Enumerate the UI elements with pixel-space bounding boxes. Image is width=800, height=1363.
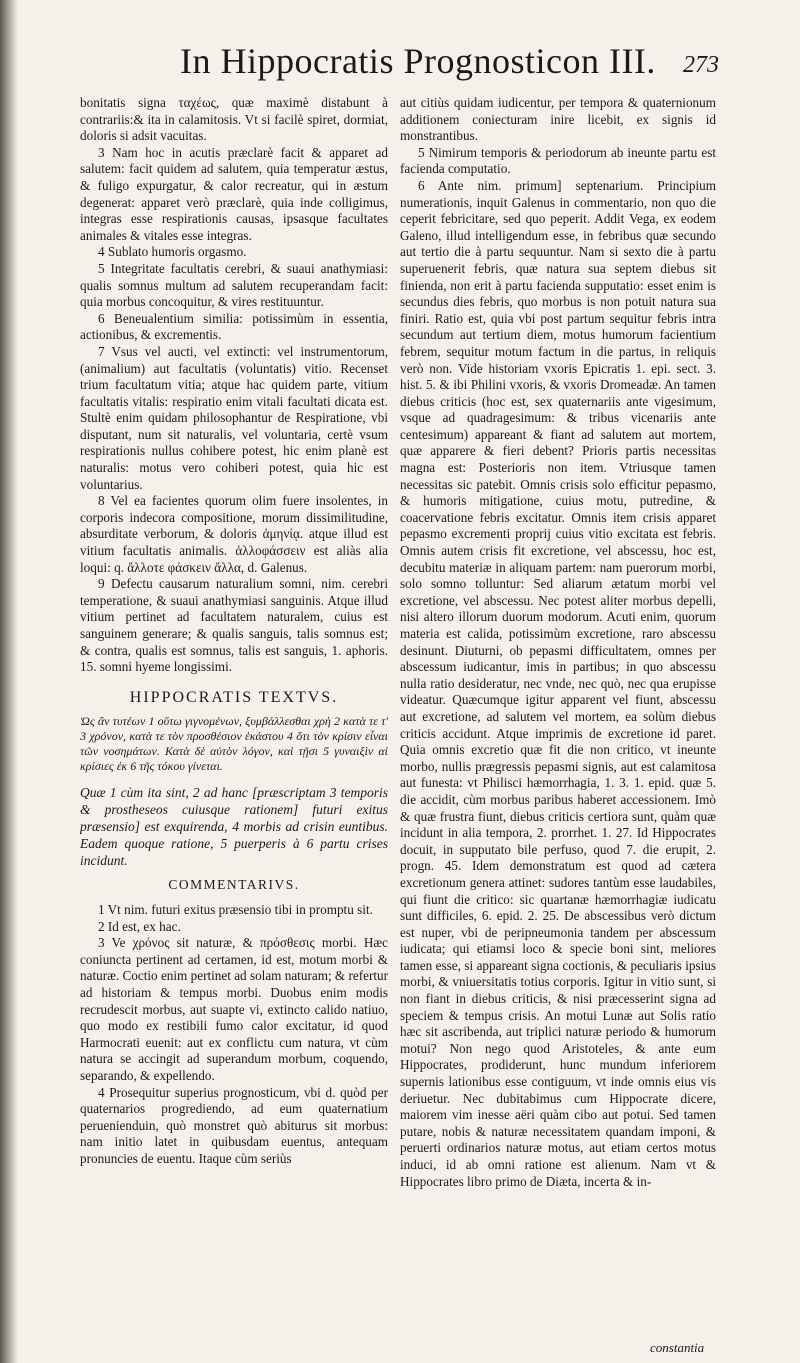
paragraph: 5 Nimirum temporis & periodorum ab ineunte partu est facienda computatio. [400,144,716,177]
latin-translation: Quæ 1 cùm ita sint, 2 ad hanc [præscriptam 3 temporis & prostheseos cuiusque rationem] futuri exitus præsensio] est exquirenda, 4 morbis ad crisin euntibus. Eadem quoque ratione, 5 puerperis à 6 partu crises incidunt. [80,785,388,869]
paragraph: 3 Ve χρόνος sit naturæ, & πρόσθεσις morbi. Hæc coniuncta pertinent ad certamen, id est, motum morbi & naturæ. Coctio enim pertinet ad solam naturam; & refertur ad historiam & tempus morbi. Duobus enim modis recrudescit morbus, aut suapte vi, extincto calido natiuo, quo modo ex restibili fumo calor excitatur, id quod Harmocrati euenit: aut ex conflictu cum natura, vt cùm natura se accingit ad superandum morbum, coquendo, separando, & expellendo. [80,935,388,1083]
binding-gutter [0,0,18,1363]
page-title: In Hippocratis Prognosticon III. [180,41,656,81]
paragraph: 4 Prosequitur superius prognosticum, vbi d. quòd per quaternarios progrediendo, ad eum quaternatium peruenienduin, quò monstret quò abiturus sit morbus: nam initio latet in quibusdam euentus, antequam pronuncies de euentu. Itaque cùm seriùs [80,1084,388,1166]
left-paragraphs-after [80,902,388,1168]
commentary-heading: COMMENTARIVS. [168,877,300,893]
paragraph: 3 Nam hoc in acutis præclarè facit & apparet ad salutem: facit quidem ad salutem, quia temperatur æstus, & fuligo expurgatur, & calor recreatur, qui in æstum degenerat: apparet verò præclarè, quia inde colligimus, integras esse respirationis causas, ipsasque facultates animales & vitales esse integras. [80,144,388,243]
left-column [80,95,388,1355]
right-paragraphs [400,95,716,1190]
paragraph: 9 Defectu causarum naturalium somni, nim. cerebri temperatione, & suaui anathymiasi sanguinis. Atque illud vitium pertinet ad facultatem naturalem, cuius est sanguinem generare; & qualis sanguis, talis somnus est; & contra, qualis est somnus, talis est sanguis, 1. aphoris. 15. somni hyeme longissimi. [80,576,388,675]
paragraph: bonitatis signa ταχέως, quæ maximè distabunt à contrariis:& ita in calamitosis. Vt si facilè spiret, dormiat, doloris si adsit vacuitas. [80,95,388,144]
right-column [400,95,716,1335]
paragraph: aut citiùs quidam iudicentur, per tempora & quaternionum additionem coniecturam inire licebit, ex signis id monstrantibus. [400,95,716,144]
paragraph: 1 Vt nim. futuri exitus præsensio tibi in promptu sit. [98,901,373,917]
paragraph: 8 Vel ea facientes quorum olim fuere insolentes, in corporis indecora compositione, morum dissimilitudine, absurditate verborum, & doloris ἀμηνίᾳ. atque illud est vitium facultatis animalis. ἀλλοφάσσειν est aliàs alia loqui: q. ἄλλοτε φάσκειν ἄλλα, d. Galenus. [80,493,388,575]
paragraph: 7 Vsus vel aucti, vel extincti: vel instrumentorum, (animalium) aut facultatis (voluntatis) vitio. Recenset trium facultatum vitia; atque hac quidem parte, vitium facultatis vitalis: respiratio enim vitali facultati dicata est. Stultè enim quidam philosophantur de Respiratione, vbi disputant, num sit naturalis, vel voluntaria, certè vsum respirationis nullus cohibere potest, hic enim planè est naturalis: motus vero cohiberi potest, quia hic est voluntarius. [80,343,388,492]
left-paragraphs-before [80,95,388,676]
paragraph: 5 Integritate facultatis cerebri, & suaui anathymiasi: qualis somnus multum ad salutem recuperandam facit: quia morbus concoquitur, & vires restituuntur. [80,260,388,310]
greek-text: Ὡς ἂν τυτέων 1 οὕτω γιγνομένων, ξυμβάλλεσθαι χρὴ 2 κατὰ τε τ' 3 χρόνον, κατὰ τε τὸν προσθέσιον ἑκάστου 4 ὅτι τὸν κρίσιν εἶναι τῶν νοσημάτων. Κατὰ δὲ αὐτὸν λόγον, καὶ τῇσι 5 γυναιξὶν αἱ κρίσιες ἐκ 6 τῆς τόκου γίνεται. [80,714,388,774]
paragraph: 6 Beneualentium similia: potissimùm in essentia, actionibus, & excrementis. [80,310,388,343]
page-number: 273 [683,52,719,78]
catchword: constantia [650,1340,705,1355]
paragraph: 6 Ante nim. primum] septenarium. Principium numerationis, inquit Galenus in commentario, non quo die ceperit febricitare, sed quo peperit. Addit Vega, ex eodem Galeno, illud intelligendum esse, in febribus quæ secundo aut tertio die à partu sequuntur. Nam si sexto die à partu superuenerit febris, quæ natura sua septem diebus sit finienda, non erit à partu facienda supputatio: esset enim is secundus dies febris, quo morbus is non potuit natura sua finiri. Ratio est, quia vbi post partum sequitur febris intra secundum aut tertium diem, motus humorum facientium febrem, sequitur motum factum in die partus, in reliquis verò non. Vide historiam vxoris Epicratis 1. epi. sect. 3. hist. 5. & ibi Philini vxoris, & vxoris Dromeadæ. An tamen diebus criticis (hoc est, sex quaternariis ante vigesimum, vsque ad quadragesimum: & tribus vicenariis ante centesimum) appareant & fiant ad salutem aut mortem, quæ apparere & fieri debent? Prioris partis necessitas magna est: Posterioris non item. Vtriusque tamen necessitas sic patebit. Omnis crisis solo efficitur pepasmo, & humoris mitigatione, cuius motu, putredine, & coacervatione febris excitatur. Omnis item crisis apparet pepasmo excrementi proprij cuius vitio excitata est febris. Omnis autem crisis fit excretione, vel abscessu, hoc est, decubitu materiæ in aliquam partem: nam puerorum morbi, solo somno tolluntur: Sed aliarum ætatum morbi vel excretione, vel abscessu. Nec potest aliter morbus depelli, nisi altero illorum duorum modorum. Acuti enim, quorum materia est calida, potissimùm excretione, raro abscessu desinunt. Diuturni, ob pepasmi difficultatem, omnes per abscessum iudicantur, imis in partibus; in quo abscessu nulla ratio desideratur, nec vnde, nec quò, nec qua erupisse videatur. Quæcumque igitur apparent vel fiunt, abscessu aut excretione, ad salutem vel mortem, ea solùm diebus criticis accidunt. Atque imprimis de excretione id paret. Quia omnis excretio quæ fit die non critico, vt ineunte morbo, nullis prægressis pepasmi signis, aut est calamitosa aut funesta: vt Philisci hæmorrhagia, 1. 3. 1. epid. quæ 5. die accidit, cùm morbus paribus haberet accessionem. Imò & quæ frustra fiunt, diebus criticis certiora sunt, quàm quæ incidunt in alia tempora, 2. prorrhet. 1. 27. Id Hippocrates docuit, in supputato bile perfuso, quod 7. die erupit, 2. progn. 45. Idem demonstratum est quod ad cætera excretionum genera attinet: sudores tantùm esse laudabiles, qui fiunt die critico: sic quartanæ hæmorrhagiæ iudicatu sunt difficiles, 6. epid. 2. 25. De abscessibus verò dictum est nuper, vbi de peripneumonia tandem per abscessum iudicata; qui etiamsi loco & specie boni sint, meliores tamen esse, si appareant signa coctionis, & peculiaris ipsius morbi, & vniuersitatis totius corporis. Igitur in vitio sunt, si non fiant in diebus criticis, & nisi præcesserint signa ad speciem & tempus crisis. An motui Lunæ aut Solis ratio hæc sit ascribenda, aut triplici naturæ periodo & humorum motui? Non nego quod Aristoteles, & ante eum Hippocrates, prodiderunt, hunc mundum inferiorem supernis lationibus esse contiguum, vt inde omnis eius vis deriuetur. Nec dubitabimus cum Hippocrate dicere, maiorem vim inesse aëri quàm cibo aut potui. Sed tamen putare, nobis & naturæ necessitatem quandam imponi, & peruerti ordinarios naturæ motus, aut etiam certos motus induci, id ab omni ratione est alienum. Nam vt & Hippocrates libro primo de Diæta, incerta & in- [400,177,716,1189]
paragraph: 4 Sublato humoris orgasmo. [98,244,247,260]
section-heading: HIPPOCRATIS TEXTVS. [129,688,339,706]
paragraph: 2 Id est, ex hac. [98,918,181,934]
